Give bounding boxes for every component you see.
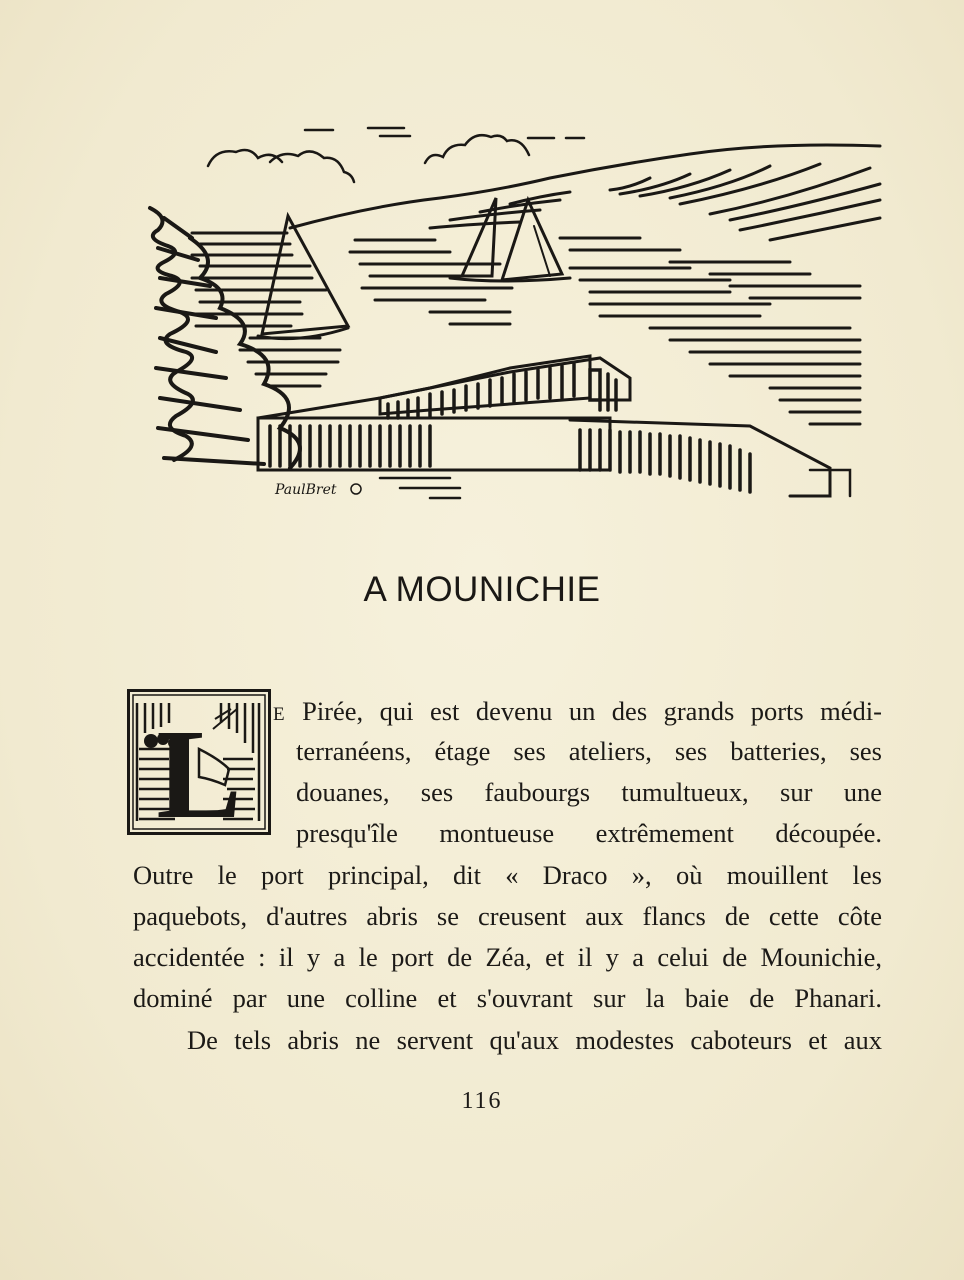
dropcap-illustration (127, 689, 271, 835)
chapter-title: A MOUNICHIE (363, 570, 601, 609)
text-line-2: terranéens, étage ses ateliers, ses batteries, ses (296, 736, 882, 766)
text-line-1 (273, 691, 882, 731)
text-line-9: De tels abris ne servent qu'aux modestes caboteurs et aux (187, 1025, 882, 1055)
text-line-6: paquebots, d'autres abris se creusent aux flancs de cette côte (133, 901, 882, 931)
text-line-4: presqu'île montueuse extrêmement découpée. (296, 818, 882, 848)
text-line-3: douanes, ses faubourgs tumultueux, sur une (296, 777, 882, 807)
line-1-text: Pirée, qui est devenu un des grands ports médi- (285, 696, 882, 726)
text-line-5: Outre le port principal, dit « Draco », où mouillent les (133, 860, 882, 890)
harbor-illustration (130, 108, 886, 508)
first-word-smallcap: E (273, 704, 286, 725)
page-number: 116 (461, 1088, 503, 1114)
text-line-8: dominé par une colline et s'ouvrant sur la baie de Phanari. (133, 983, 882, 1013)
dropcap-letter: L (156, 703, 242, 835)
text-line-7: accidentée : il y a le port de Zéa, et il y a celui de Mounichie, (133, 942, 882, 972)
artist-signature: PaulBret (275, 482, 337, 498)
